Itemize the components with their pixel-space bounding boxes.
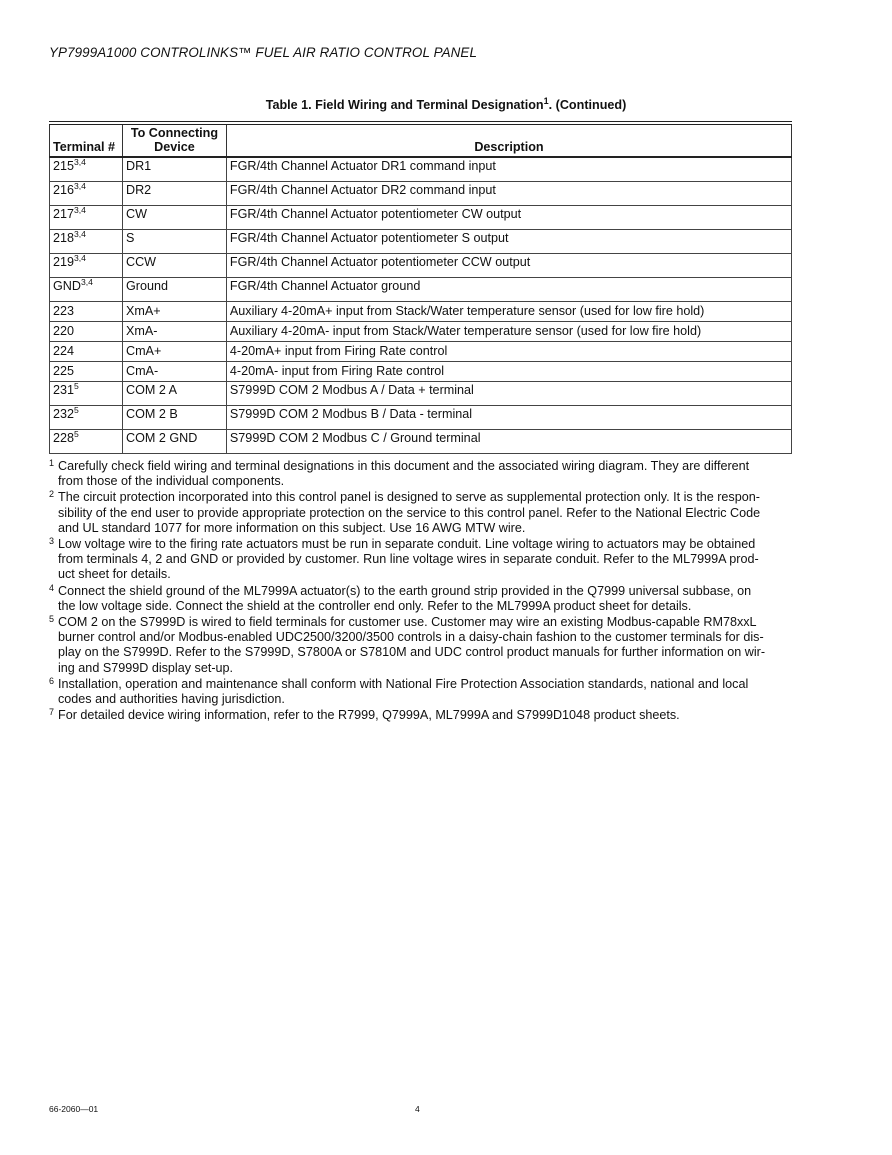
terminal-cell — [50, 342, 123, 362]
terminal-cell — [50, 406, 123, 430]
table-row — [50, 278, 792, 302]
description-cell: S7999D COM 2 Modbus C / Ground terminal — [226, 430, 791, 454]
terminal-number: 215 — [53, 159, 75, 173]
footnote — [49, 459, 793, 489]
description-cell: S7999D COM 2 Modbus B / Data - terminal — [226, 406, 791, 430]
terminal-footnote-ref: 3,4 — [74, 205, 86, 215]
header-terminal: Terminal # — [50, 123, 123, 157]
table-row — [50, 430, 792, 454]
description-cell: FGR/4th Channel Actuator potentiometer CW output — [226, 206, 791, 230]
footnote-line: from those of the individual components. — [58, 474, 285, 489]
description-cell: FGR/4th Channel Actuator DR2 command input — [226, 182, 791, 206]
footnote-line: burner control and/or Modbus-enabled UDC2500/3200/3500 controls in a daisy-chain fashion to the customer terminals for dis- — [58, 630, 764, 645]
terminal-footnote-ref: 3,4 — [74, 229, 86, 239]
device-cell: DR1 — [122, 157, 226, 182]
description-cell: FGR/4th Channel Actuator potentiometer S output — [226, 230, 791, 254]
header-description: Description — [226, 123, 791, 157]
terminal-footnote-ref: 5 — [74, 405, 79, 415]
table-body — [50, 157, 792, 454]
terminal-number: 224 — [53, 344, 75, 358]
terminal-number: 217 — [53, 207, 75, 221]
footnote — [49, 537, 793, 583]
terminal-cell — [50, 362, 123, 382]
footnote-line: play on the S7999D. Refer to the S7999D, S7800A or S7810M and UDC control product manuals for further information on wir- — [58, 645, 766, 660]
header-device-line2: Device — [154, 140, 195, 154]
description-cell: FGR/4th Channel Actuator ground — [226, 278, 791, 302]
table-title — [0, 96, 892, 112]
table-row — [50, 362, 792, 382]
description-cell: 4-20mA- input from Firing Rate control — [226, 362, 791, 382]
footnote-line: from terminals 4, 2 and GND or provided by customer. Run line voltage wires in separate conduit. Refer to the ML7999A prod- — [58, 552, 759, 567]
description-cell: FGR/4th Channel Actuator potentiometer CCW output — [226, 254, 791, 278]
terminal-footnote-ref: 3,4 — [74, 157, 86, 167]
footnote-line: uct sheet for details. — [58, 567, 171, 582]
footnote-line: For detailed device wiring information, refer to the R7999, Q7999A, ML7999A and S7999D1048 product sheets. — [58, 708, 680, 723]
footnote-number: 6 — [49, 675, 55, 686]
device-cell: Ground — [122, 278, 226, 302]
description-cell: Auxiliary 4-20mA+ input from Stack/Water temperature sensor (used for low fire hold) — [226, 302, 791, 322]
footnote-number: 5 — [49, 614, 55, 625]
footnote-number: 4 — [49, 582, 55, 593]
device-cell: XmA- — [122, 322, 226, 342]
device-cell: XmA+ — [122, 302, 226, 322]
footnote-line: COM 2 on the S7999D is wired to field terminals for customer use. Customer may wire an existing Modbus-capable RM78xxL — [58, 615, 757, 630]
device-cell: CW — [122, 206, 226, 230]
terminal-number: 231 — [53, 383, 75, 397]
footnote-line: The circuit protection incorporated into this control panel is designed to serve as supplemental protection only. It is the respon- — [58, 490, 760, 505]
table-row — [50, 157, 792, 182]
terminal-number: GND — [53, 279, 81, 293]
device-cell: COM 2 A — [122, 382, 226, 406]
footnote — [49, 615, 793, 676]
footnote — [49, 584, 793, 614]
table-row — [50, 342, 792, 362]
device-cell: DR2 — [122, 182, 226, 206]
terminal-number: 225 — [53, 364, 75, 378]
table-row — [50, 230, 792, 254]
table-row — [50, 302, 792, 322]
footnote-line: ing and S7999D display set-up. — [58, 660, 234, 675]
device-cell: COM 2 GND — [122, 430, 226, 454]
footnotes — [49, 459, 793, 724]
page-number: 4 — [415, 1104, 420, 1114]
table-title-main: Table 1. Field Wiring and Terminal Designation — [265, 98, 544, 113]
terminal-cell — [50, 182, 123, 206]
terminal-cell — [50, 230, 123, 254]
terminal-number: 228 — [53, 431, 75, 445]
device-cell: COM 2 B — [122, 406, 226, 430]
footnote — [49, 677, 793, 707]
header-device — [122, 123, 226, 157]
description-cell: Auxiliary 4-20mA- input from Stack/Water temperature sensor (used for low fire hold) — [226, 322, 791, 342]
device-cell: CmA+ — [122, 342, 226, 362]
footnote-line: sibility of the end user to provide appropriate protection on the service to this control panel. Refer to the National Electric Code — [58, 505, 761, 520]
terminal-cell — [50, 157, 123, 182]
footnote-line: Connect the shield ground of the ML7999A actuator(s) to the earth ground strip provided in the Q7999 universal subbase, on — [58, 583, 752, 598]
table-title-suffix: . (Continued) — [548, 98, 627, 113]
terminal-cell — [50, 206, 123, 230]
terminal-footnote-ref: 5 — [74, 381, 79, 391]
footnote-number: 2 — [49, 489, 55, 500]
terminal-footnote-ref: 3,4 — [81, 277, 93, 287]
footnote-line: Installation, operation and maintenance shall conform with National Fire Protection Association standards, national and local — [58, 676, 749, 691]
footnote — [49, 708, 793, 723]
footnote-line: Low voltage wire to the firing rate actuators must be run in separate conduit. Line voltage wiring to actuators may be obtained — [58, 537, 756, 552]
terminal-footnote-ref: 3,4 — [74, 181, 86, 191]
footnote-line: and UL standard 1077 for more information on this subject. Use 16 AWG MTW wire. — [58, 520, 526, 535]
footnote-line: the low voltage side. Connect the shield at the controller end only. Refer to the ML7999A product sheet for details. — [58, 598, 692, 613]
terminal-number: 223 — [53, 304, 75, 318]
footnote-line: Carefully check field wiring and terminal designations in this document and the associated wiring diagram. They are different — [58, 459, 750, 473]
description-cell: S7999D COM 2 Modbus A / Data + terminal — [226, 382, 791, 406]
header-device-line1: To Connecting — [130, 126, 219, 140]
footnote-number: 7 — [49, 707, 55, 718]
terminal-footnote-ref: 5 — [74, 429, 79, 439]
document-number: 66-2060—01 — [49, 1104, 99, 1114]
terminal-number: 216 — [53, 183, 75, 197]
table-row — [50, 406, 792, 430]
terminal-number: 220 — [53, 324, 75, 338]
wiring-table-container — [49, 121, 792, 454]
running-header: YP7999A1000 CONTROLINKS™ FUEL AIR RATIO CONTROL PANEL — [49, 45, 477, 60]
table-title-superscript: 1 — [543, 96, 549, 106]
table-row — [50, 182, 792, 206]
device-cell: S — [122, 230, 226, 254]
table-row — [50, 254, 792, 278]
terminal-footnote-ref: 3,4 — [74, 253, 86, 263]
terminal-cell — [50, 302, 123, 322]
terminal-cell — [50, 382, 123, 406]
terminal-cell — [50, 430, 123, 454]
footnote-number: 1 — [49, 458, 55, 468]
footnote-line: codes and authorities having jurisdiction. — [58, 692, 285, 707]
footnote — [49, 490, 793, 536]
terminal-cell — [50, 322, 123, 342]
terminal-number: 218 — [53, 231, 75, 245]
wiring-table — [49, 121, 792, 454]
terminal-number: 219 — [53, 255, 75, 269]
description-cell: 4-20mA+ input from Firing Rate control — [226, 342, 791, 362]
device-cell: CmA- — [122, 362, 226, 382]
description-cell: FGR/4th Channel Actuator DR1 command input — [226, 157, 791, 182]
table-header-row — [50, 123, 792, 157]
device-cell: CCW — [122, 254, 226, 278]
terminal-cell — [50, 278, 123, 302]
footnote-number: 3 — [49, 536, 55, 547]
terminal-cell — [50, 254, 123, 278]
table-row — [50, 206, 792, 230]
table-row — [50, 382, 792, 406]
table-row — [50, 322, 792, 342]
terminal-number: 232 — [53, 407, 75, 421]
